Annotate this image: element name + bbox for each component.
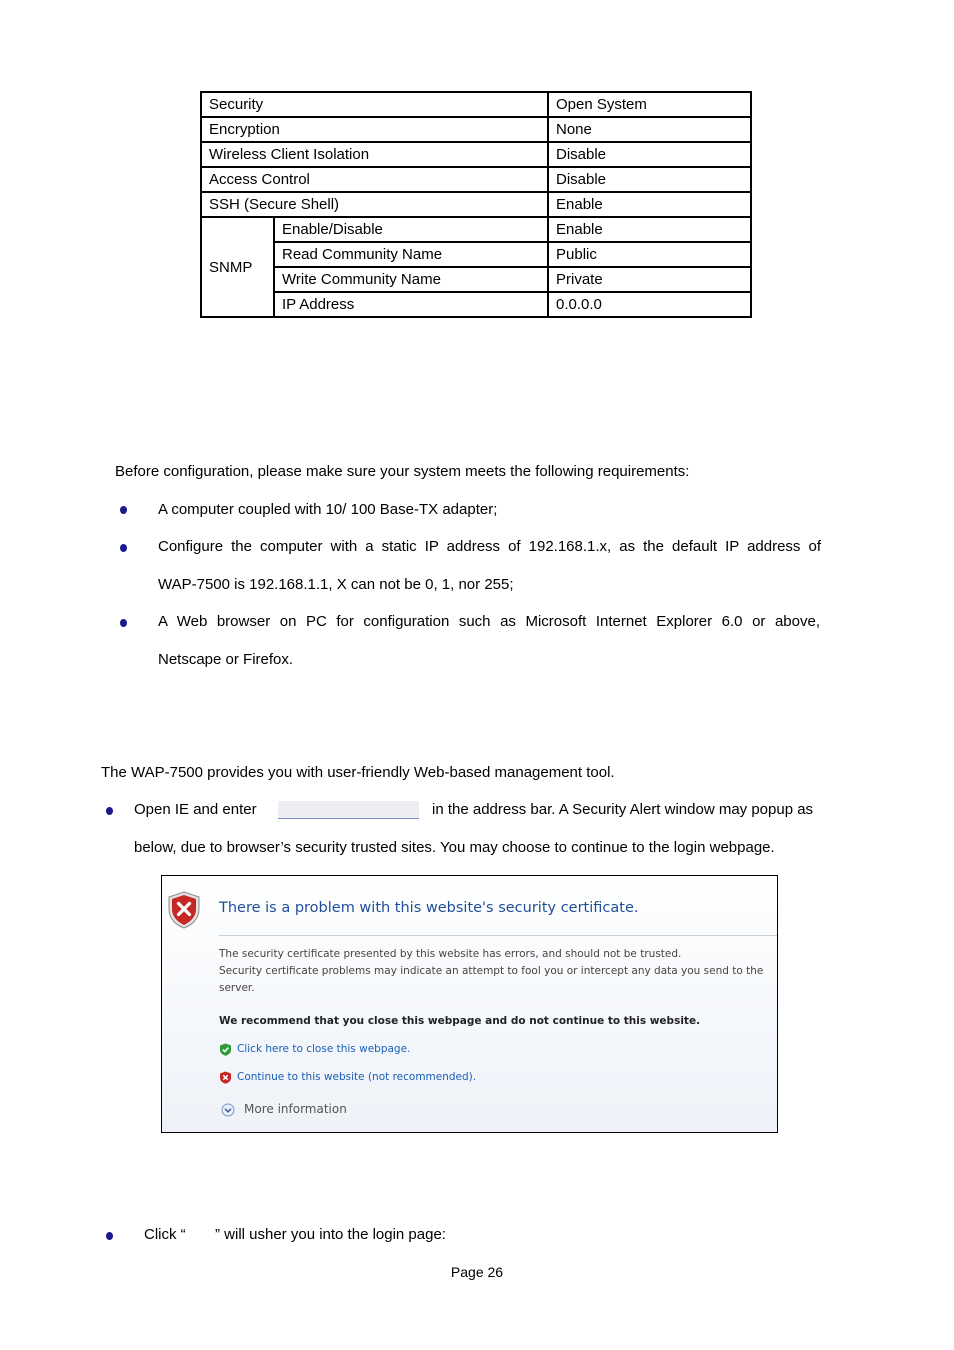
web-step-text: Open IE and enter — [134, 801, 257, 818]
row-value: Disable — [548, 167, 751, 192]
row-value: Public — [548, 242, 751, 267]
bullet-icon — [106, 1232, 113, 1240]
snmp-label: SNMP — [201, 217, 274, 317]
row-value: Open System — [548, 92, 751, 117]
alert-description — [219, 946, 774, 997]
shield-error-icon — [219, 1071, 232, 1084]
requirement-item: Configure the computer with a static IP address of 192.168.1.x, as the default IP address of — [158, 538, 821, 555]
alert-title: There is a problem with this website's security certificate. — [219, 900, 639, 916]
row-label: Enable/Disable — [274, 217, 548, 242]
table-row — [201, 292, 751, 317]
requirement-item-cont: Netscape or Firefox. — [158, 651, 294, 668]
row-label: Access Control — [201, 167, 548, 192]
bullet-icon — [120, 619, 127, 627]
row-value: Disable — [548, 142, 751, 167]
requirement-item-cont: WAP-7500 is 192.168.1.1, X can not be 0, 1, nor 255; — [158, 576, 514, 593]
table-row — [201, 92, 751, 117]
row-label: Write Community Name — [274, 267, 548, 292]
requirements-intro: Before configuration, please make sure your system meets the following requirements: — [115, 463, 690, 480]
settings-table — [200, 91, 752, 318]
bullet-icon — [120, 506, 127, 514]
alert-divider — [219, 935, 777, 936]
row-value: Private — [548, 267, 751, 292]
bullet-icon — [106, 807, 113, 815]
table-row — [201, 242, 751, 267]
table-row — [201, 117, 751, 142]
alert-recommendation: We recommend that you close this webpage and do not continue to this website. — [219, 1015, 701, 1027]
page-number: Page 26 — [450, 1264, 504, 1280]
alert-desc-line: server. — [219, 982, 255, 994]
requirement-item: A computer coupled with 10/ 100 Base-TX adapter; — [158, 501, 498, 518]
table-row — [201, 217, 751, 242]
shield-error-icon — [166, 890, 202, 930]
web-intro: The WAP-7500 provides you with user-friendly Web-based management tool. — [101, 764, 615, 781]
close-webpage-link[interactable]: Click here to close this webpage. — [237, 1043, 411, 1055]
web-step-text-cont: below, due to browser’s security trusted sites. You may choose to continue to the login webpage. — [134, 839, 775, 856]
shield-check-icon — [219, 1043, 232, 1056]
alert-desc-line: The security certificate presented by this website has errors, and should not be trusted. — [219, 948, 682, 960]
row-value: Enable — [548, 217, 751, 242]
address-placeholder — [278, 801, 419, 819]
row-label: SSH (Secure Shell) — [201, 192, 548, 217]
more-information-toggle[interactable]: More information — [244, 1102, 347, 1116]
row-value: Enable — [548, 192, 751, 217]
row-label: Security — [201, 92, 548, 117]
click-step-text: ” will usher you into the login page: — [215, 1226, 446, 1243]
table-row — [201, 167, 751, 192]
row-label: IP Address — [274, 292, 548, 317]
continue-website-link[interactable]: Continue to this website (not recommended). — [237, 1071, 477, 1083]
table-row — [201, 142, 751, 167]
row-label: Wireless Client Isolation — [201, 142, 548, 167]
security-alert-screenshot — [161, 875, 778, 1133]
table-row — [201, 267, 751, 292]
row-value: 0.0.0.0 — [548, 292, 751, 317]
row-value: None — [548, 117, 751, 142]
bullet-icon — [120, 544, 127, 552]
chevron-down-icon[interactable] — [221, 1103, 235, 1117]
web-step-text: in the address bar. A Security Alert window may popup as — [432, 801, 814, 818]
row-label: Encryption — [201, 117, 548, 142]
alert-desc-line: Security certificate problems may indicate an attempt to fool you or intercept any data you send to the — [219, 965, 764, 977]
table-row — [201, 192, 751, 217]
requirement-item: A Web browser on PC for configuration such as Microsoft Internet Explorer 6.0 or above, — [158, 613, 820, 630]
click-step-text: Click “ — [144, 1226, 186, 1243]
row-label: Read Community Name — [274, 242, 548, 267]
